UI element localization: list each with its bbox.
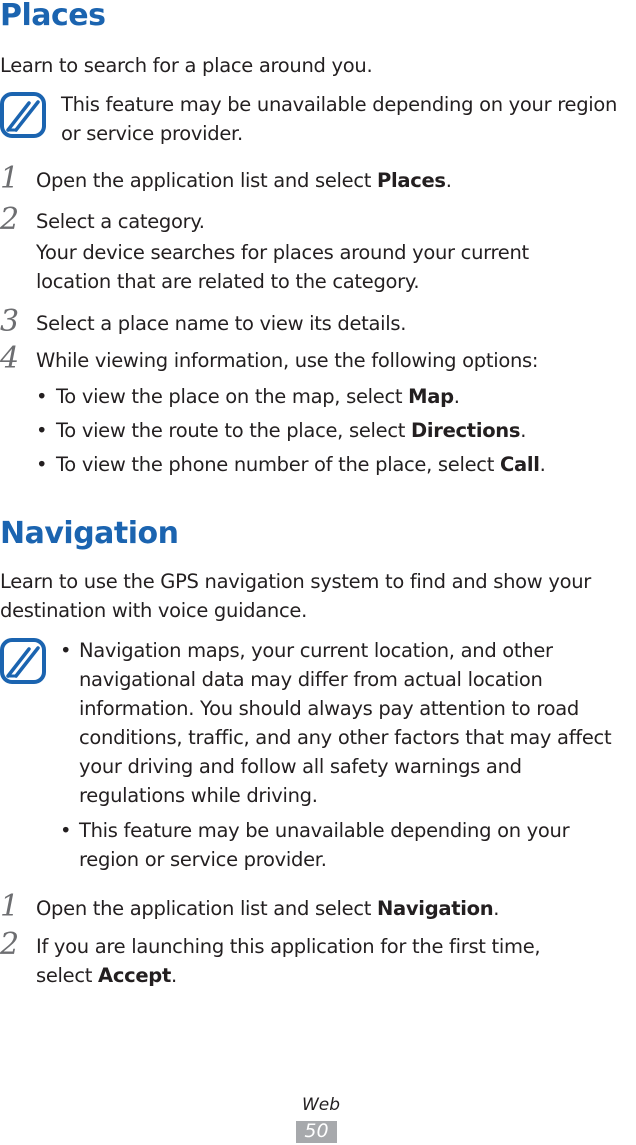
places-step-1: Open the application list and select Places. <box>36 169 452 192</box>
page-number-box <box>296 1121 337 1143</box>
places-step-3: Select a place name to view its details. <box>36 312 407 335</box>
bullet-dot: • <box>60 639 72 662</box>
places-note: This feature may be unavailable depending on your region or service provider. <box>61 93 618 145</box>
navigation-step-1: Open the application list and select Navigation. <box>36 897 500 920</box>
bullet-dot: • <box>36 453 48 476</box>
places-step-2-detail: Your device searches for places around your current location that are related to the category. <box>36 241 529 293</box>
places-step-4-number: 4 <box>0 341 20 376</box>
note-pencil-icon <box>0 92 46 138</box>
navigation-intro: Learn to use the GPS navigation system to find and show your destination with voice guidance. <box>0 570 591 622</box>
navigation-step-2: If you are launching this application for the first time, select Accept. <box>36 935 541 987</box>
places-step-1-number: 1 <box>0 161 20 196</box>
navigation-heading: Navigation <box>0 516 179 551</box>
places-step-4: While viewing information, use the following options: <box>36 349 539 372</box>
bullet-dot: • <box>36 419 48 442</box>
places-step-3-number: 3 <box>0 304 20 339</box>
places-option-call: To view the phone number of the place, select Call. <box>56 453 546 476</box>
bullet-dot: • <box>60 819 72 842</box>
places-menu-label: Places <box>377 169 446 192</box>
places-option-directions: To view the route to the place, select Directions. <box>56 419 527 442</box>
footer-section-label: Web <box>302 1095 341 1115</box>
navigation-step-2-number: 2 <box>0 927 20 962</box>
navigation-step-1-number: 1 <box>0 889 20 924</box>
places-step-2: Select a category. <box>36 210 205 233</box>
places-heading: Places <box>0 0 106 33</box>
navigation-note-1: Navigation maps, your current location, and other navigational data may differ from actual location information. You should always pay attention to road conditions, traffic, and any other factors that may affect your driving and follow all safety warnings and regulations while driving. <box>79 639 612 807</box>
note-pencil-icon <box>0 638 46 684</box>
places-step-2-number: 2 <box>0 202 20 237</box>
places-intro: Learn to search for a place around you. <box>0 54 373 77</box>
places-option-map: To view the place on the map, select Map. <box>56 385 460 408</box>
page-number: 50 <box>304 1120 329 1142</box>
navigation-note-2: This feature may be unavailable depending on your region or service provider. <box>79 819 570 871</box>
bullet-dot: • <box>36 385 48 408</box>
